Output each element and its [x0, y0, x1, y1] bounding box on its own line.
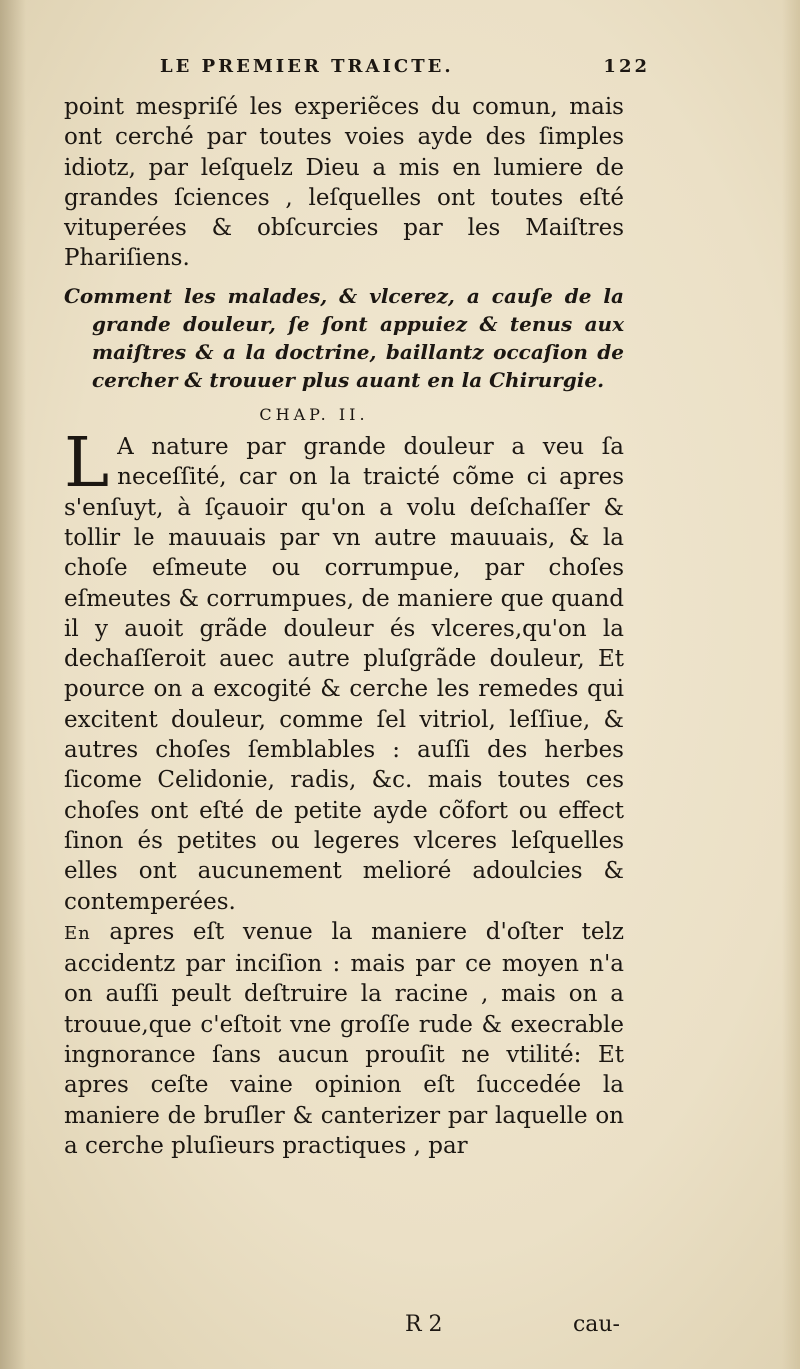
main-text — [64, 92, 624, 1161]
catchword: cau- — [572, 1312, 620, 1337]
signature-mark: R 2 — [405, 1312, 443, 1337]
drop-cap: L — [64, 424, 110, 504]
running-title: LE PREMIER TRAICTE. — [160, 56, 454, 77]
chapter-heading: CHAP. II. — [259, 404, 369, 424]
paragraph-3-text: apres eſt venue la maniere d'oſter telz accidentz par inciſion : mais par ce moyen n'a on auſſi peult deſtruire la racine , mais on a trouue,que c'eſtoit vne groſſe rude & execrable ingnorance ſans aucun prouſit ne vtilité: Et apres ceſte vaine opinion eſt ſuccedée la maniere de bruſler & canterizer par laquelle on a cerche pluſieurs practiques , par — [64, 918, 624, 1159]
paragraph-1: point mespriſé les experiẽces du comun, mais ont cerché par toutes voies ayde des ſimples idiotz, par leſquelz Dieu a mis en lumiere de grandes ſciences , leſquelles ont toutes eſté vituperées & obſcurcies par les Maiſtres Phariſiens. — [64, 94, 624, 272]
page-footer — [60, 1312, 620, 1342]
chapter-summary — [64, 282, 624, 394]
page-edge — [782, 0, 800, 1369]
running-header — [150, 56, 650, 86]
paragraph-3 — [64, 917, 624, 1161]
chapter-summary-text: Comment les malades, & vlcerez, a cauſe de la grande douleur, ſe ſont appuiez & tenus aux maiſtres & a la doctrine, baillantz occaſion de cercher & trouuer plus auant en la Chirurgie. — [64, 283, 624, 392]
gutter-shadow — [0, 0, 26, 1369]
paragraph-2-text: A nature par grande douleur a veu ſa neceſſité, car on la traicté cõme ci apres s'enſuyt, à ſçauoir qu'on a volu deſchaſſer & tollir le mauuais par vn autre mauuais, & la choſe eſmeute ou corrumpue, par choſes eſmeutes & corrumpues, de maniere que quand il y auoit grãde douleur és vlceres,qu'on la dechaſſeroit auec autre pluſgrãde douleur, Et pource on a excogité & cerche les remedes qui excitent douleur, comme ſel vitriol, leſſiue, & autres choſes ſemblables : auſſi des herbes ſicome Celidonie, radis, &c. mais toutes ces choſes ont eſté de petite ayde cõfort ou effect ſinon és petites ou legeres vlceres leſquelles elles ont aucunement melioré adoulcies & contemperées. — [64, 434, 624, 915]
page-number: 122 — [603, 56, 650, 77]
paragraph-3-lead: En — [64, 922, 91, 944]
paragraph-2 — [64, 424, 624, 917]
